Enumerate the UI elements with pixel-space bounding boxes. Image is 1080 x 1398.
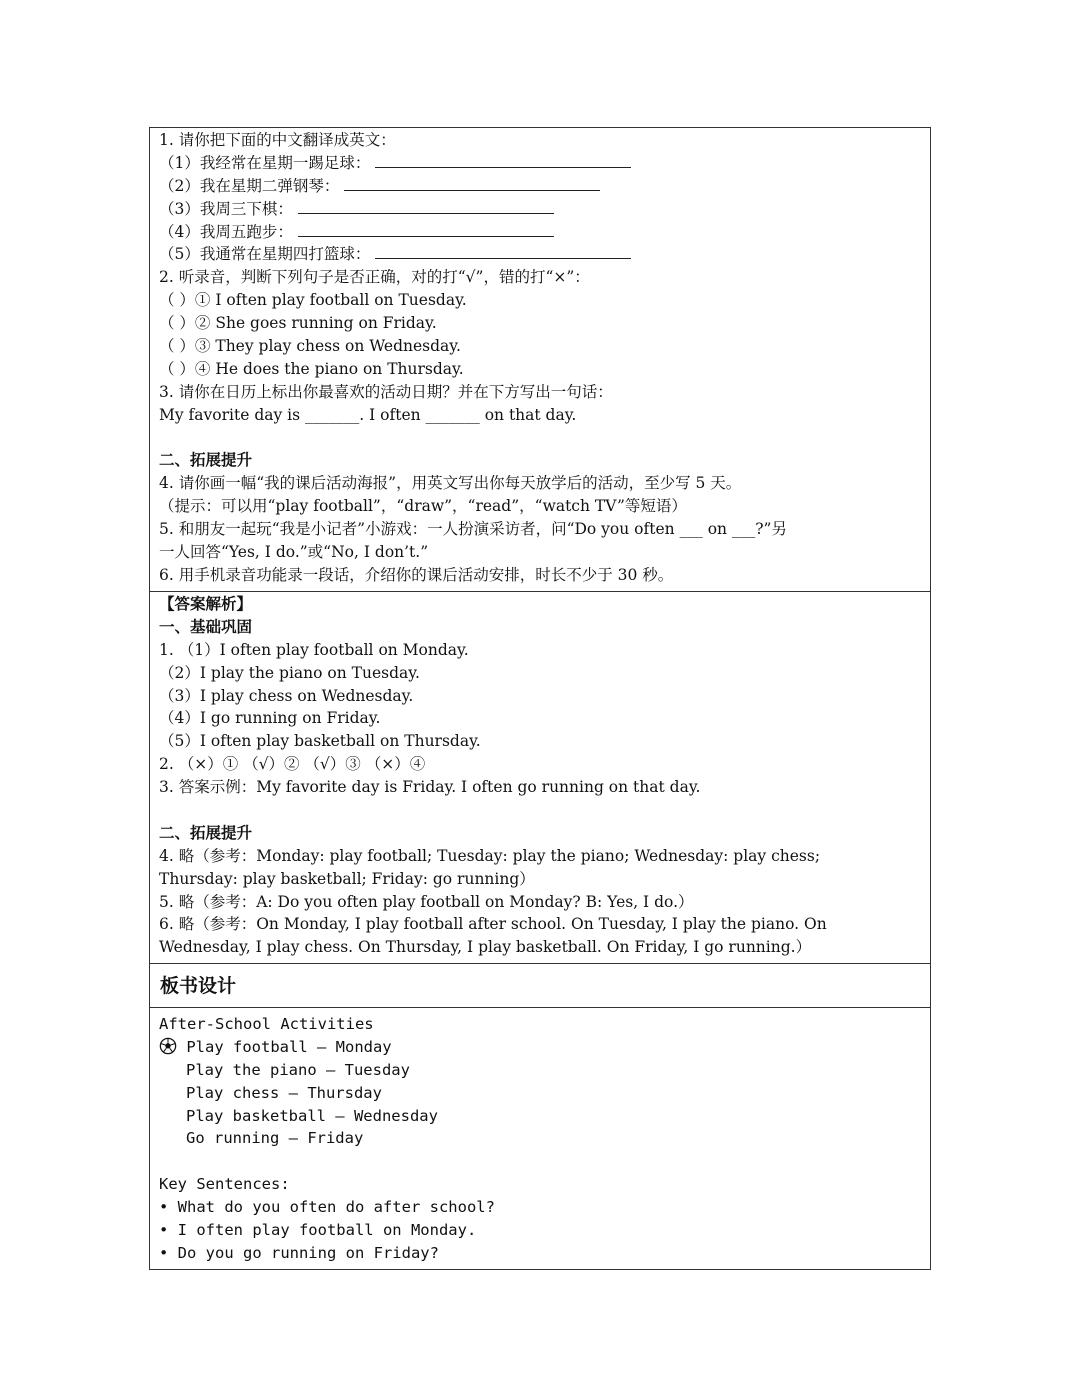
a4-line-2: Thursday: play basketball; Friday: go running） [159, 869, 535, 888]
a1-line-1: 1. （1）I often play football on Monday. [159, 640, 469, 659]
spacer [159, 799, 921, 822]
a4-line-1: 4. 略（参考：Monday: play football; Tuesday: play the piano; Wednesday: play chess; [159, 846, 821, 865]
q1-title: 1. 请你把下面的中文翻译成英文： [159, 131, 396, 149]
q5-line2: 一人回答“Yes, I do.”或“No, I don’t.” [159, 543, 429, 562]
q3-sentence: My favorite day is _______. I often _______ on that day. [159, 405, 577, 424]
a3-line: 3. 答案示例：My favorite day is Friday. I often go running on that day. [159, 778, 701, 797]
q3-title: 3. 请你在日历上标出你最喜欢的活动日期？并在下方写出一句话： [159, 382, 613, 401]
q1-item-3: （3）我周三下棋： [159, 198, 921, 221]
board-activity-2: Play the piano — Tuesday [186, 1060, 410, 1079]
key-sentence-2: • I often play football on Monday. [159, 1221, 477, 1240]
q5-line1: 5. 和朋友一起玩“我是小记者”小游戏：一人扮演采访者，问“Do you often ___ on ___?”另 [159, 520, 787, 539]
lesson-table [149, 127, 931, 1270]
a1-line-2: （2）I play the piano on Tuesday. [159, 663, 420, 682]
board-title: After-School Activities [159, 1015, 374, 1033]
q6-text: 6. 用手机录音功能录一段话，介绍你的课后活动安排，时长不少于 30 秒。 [159, 565, 674, 584]
exercise-cell [150, 128, 930, 592]
answer-blank [344, 176, 600, 191]
a1-line-5: （5）I often play basketball on Thursday. [159, 732, 481, 751]
q2-item-1: （ ）① I often play football on Tuesday. [159, 291, 467, 310]
answer-blank [298, 199, 554, 214]
answers-title: 【答案解析】 [159, 594, 253, 613]
answer-blank [375, 153, 631, 168]
section2-title: 二、拓展提升 [159, 450, 253, 470]
answers-section2-title: 二、拓展提升 [159, 822, 253, 842]
q1-item-2: （2）我在星期二弹钢琴： [159, 175, 921, 198]
board-activity-1: Play football — Monday [159, 1036, 921, 1059]
board-activity-4: Play basketball — Wednesday [186, 1106, 438, 1125]
key-sentence-1: • What do you often do after school? [159, 1198, 495, 1217]
spacer [159, 1150, 921, 1173]
answer-cell [150, 592, 930, 964]
answer-blank [298, 222, 554, 237]
a1-line-3: （3）I play chess on Wednesday. [159, 686, 414, 705]
spacer [159, 427, 921, 450]
q1-item-5: （5）我通常在星期四打篮球： [159, 243, 921, 266]
a6-line-2: Wednesday, I play chess. On Thursday, I play basketball. On Friday, I go running.） [159, 938, 812, 957]
board-cell [150, 1008, 930, 1269]
q4-text: 4. 请你画一幅“我的课后活动海报”，用英文写出你每天放学后的活动，至少写 5 天。 [159, 474, 742, 493]
board-heading: 板书设计 [150, 964, 930, 1008]
a5-line: 5. 略（参考：A: Do you often play football on Monday? B: Yes, I do.） [159, 892, 694, 911]
a2-line: 2. （×）① （√）② （√）③ （×）④ [159, 755, 426, 774]
q1-item-1: （1）我经常在星期一踢足球： [159, 152, 921, 175]
q2-title: 2. 听录音，判断下列句子是否正确，对的打“√”，错的打“×”： [159, 268, 590, 287]
board-activity-3: Play chess — Thursday [186, 1083, 382, 1102]
a1-line-4: （4）I go running on Friday. [159, 709, 381, 728]
soccer-ball-icon [159, 1037, 177, 1055]
key-sentence-3: • Do you go running on Friday? [159, 1243, 439, 1262]
answer-blank [375, 244, 631, 259]
q4-hint: （提示：可以用“play football”，“draw”，“read”，“watch TV”等短语） [159, 497, 687, 516]
q1-item-4: （4）我周五跑步： [159, 221, 921, 244]
a6-line-1: 6. 略（参考：On Monday, I play football after school. On Tuesday, I play the piano. On [159, 915, 827, 934]
q2-item-4: （ ）④ He does the piano on Thursday. [159, 359, 464, 378]
q2-item-3: （ ）③ They play chess on Wednesday. [159, 337, 461, 356]
q2-item-2: （ ）② She goes running on Friday. [159, 314, 437, 333]
answers-section1-title: 一、基础巩固 [159, 616, 253, 636]
key-sentences-title: Key Sentences: [159, 1175, 290, 1194]
board-activity-5: Go running — Friday [186, 1129, 364, 1148]
